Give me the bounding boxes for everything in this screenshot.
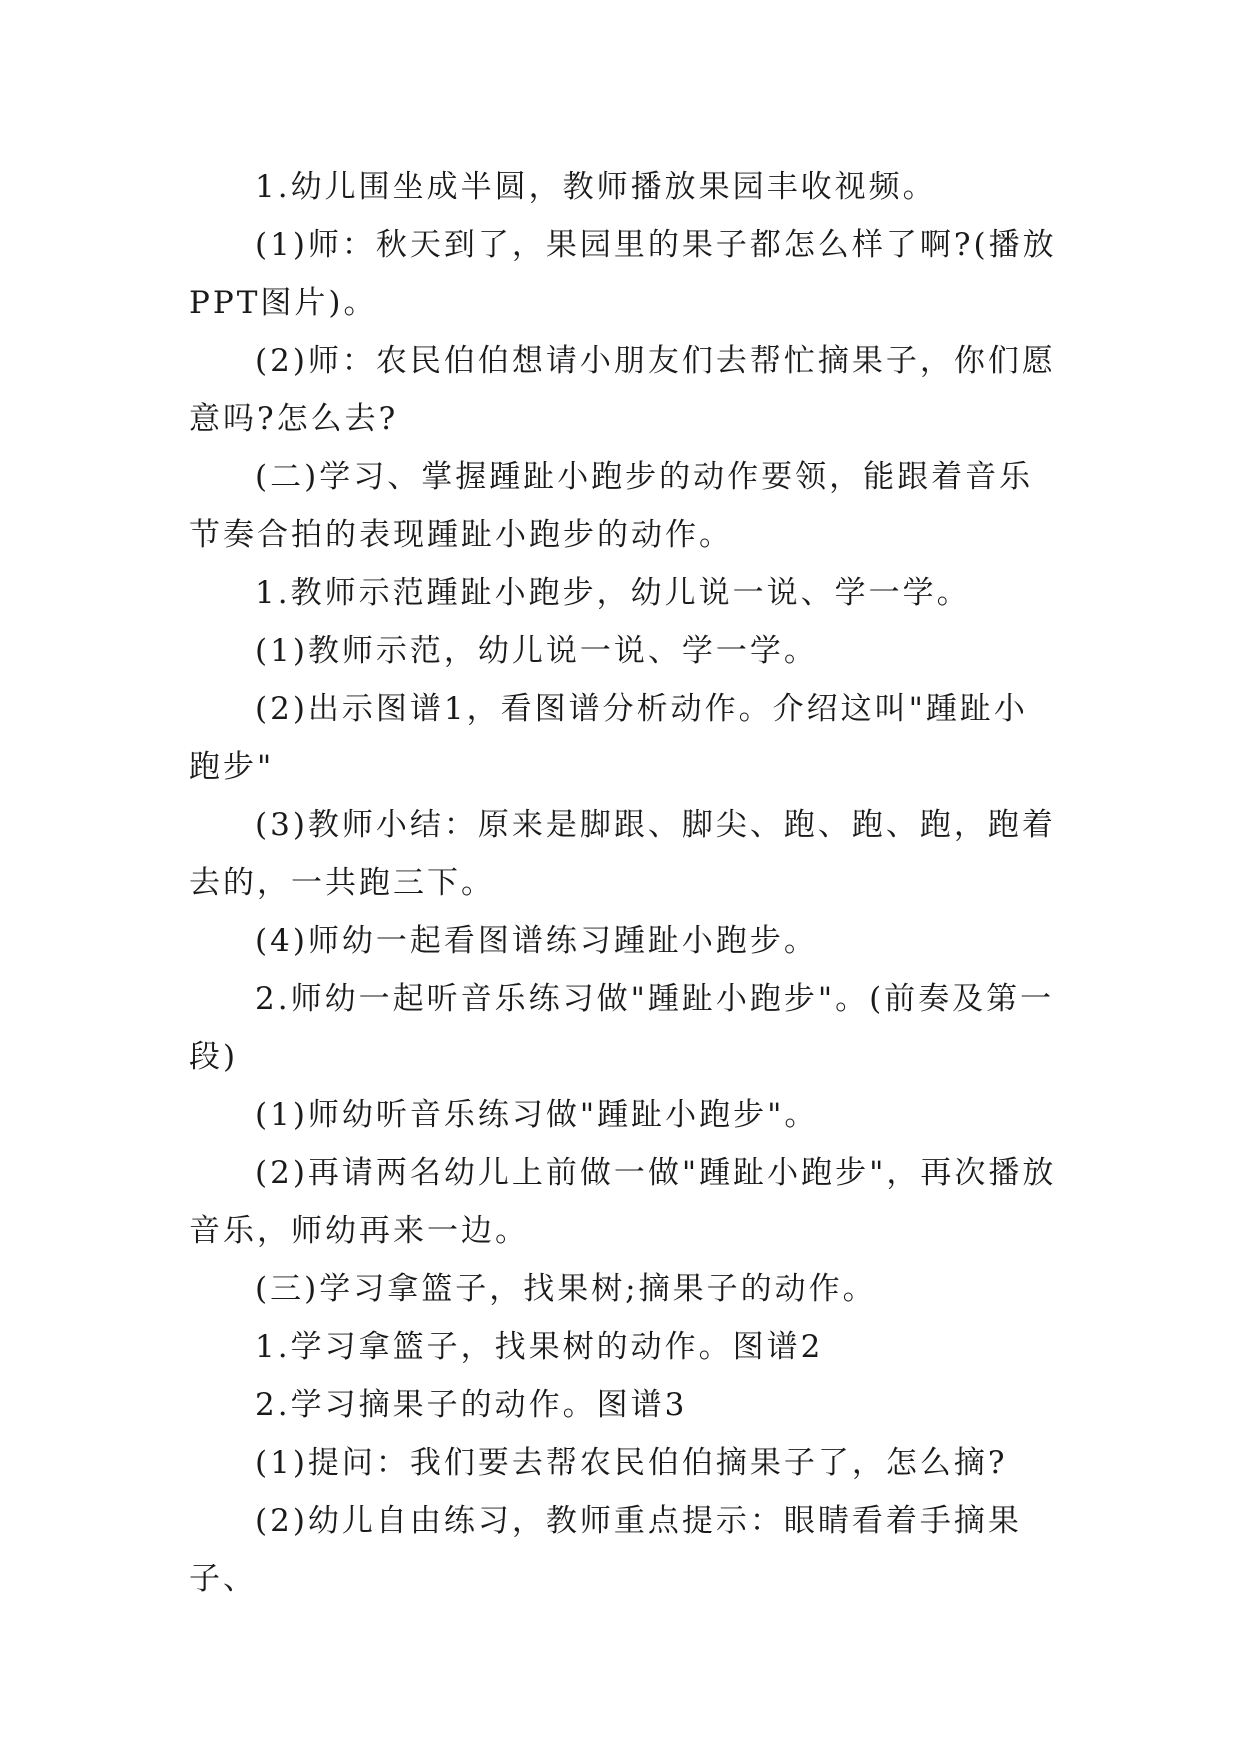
paragraph: (二)学习、掌握踵趾小跑步的动作要领，能跟着音乐节奏合拍的表现踵趾小跑步的动作。: [189, 459, 1034, 553]
paragraph: (2)师：农民伯伯想请小朋友们去帮忙摘果子，你们愿意吗?怎么去?: [189, 343, 1056, 437]
paragraph: 1.教师示范踵趾小跑步，幼儿说一说、学一学。: [255, 575, 971, 611]
document-body: [189, 158, 1059, 1608]
paragraph: (1)师：秋天到了，果园里的果子都怎么样了啊?(播放PPT图片)。: [189, 227, 1057, 321]
paragraph: (1)教师示范，幼儿说一说、学一学。: [255, 633, 818, 669]
paragraph: (2)再请两名幼儿上前做一做"踵趾小跑步"，再次播放音乐，师幼再来一边。: [189, 1155, 1057, 1249]
paragraph: 2.师幼一起听音乐练习做"踵趾小跑步"。(前奏及第一段): [189, 981, 1055, 1075]
paragraph: 1.幼儿围坐成半圆，教师播放果园丰收视频。: [255, 169, 937, 205]
paragraph: (1)提问：我们要去帮农民伯伯摘果子了，怎么摘?: [255, 1445, 1008, 1481]
paragraph: (2)出示图谱1，看图谱分析动作。介绍这叫"踵趾小跑步": [189, 691, 1028, 785]
paragraph: (4)师幼一起看图谱练习踵趾小跑步。: [255, 923, 818, 959]
paragraph: (1)师幼听音乐练习做"踵趾小跑步"。: [255, 1097, 819, 1133]
paragraph: (三)学习拿篮子，找果树;摘果子的动作。: [255, 1271, 877, 1307]
paragraph: (3)教师小结：原来是脚跟、脚尖、跑、跑、跑，跑着去的，一共跑三下。: [189, 807, 1056, 901]
paragraph: 1.学习拿篮子，找果树的动作。图谱2: [255, 1329, 824, 1365]
paragraph: 2.学习摘果子的动作。图谱3: [255, 1387, 688, 1423]
paragraph: (2)幼儿自由练习，教师重点提示：眼睛看着手摘果子、: [189, 1503, 1022, 1597]
